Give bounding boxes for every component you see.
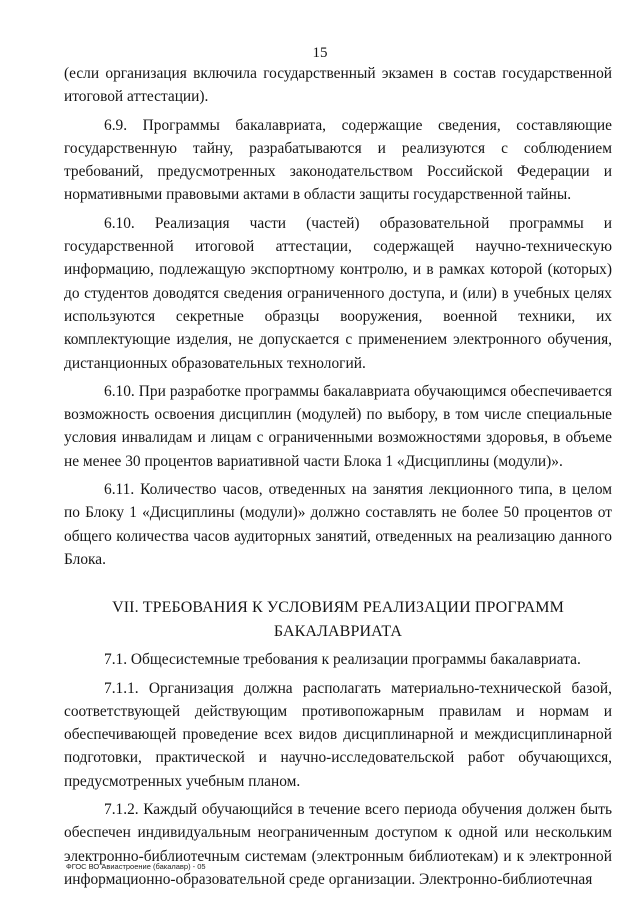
paragraph-6-11: 6.11. Количество часов, отведенных на занятия лекционного типа, в целом по Блоку 1 «Дисциплины (модули)» должно составлять не более 50 процентов от общего количества часов аудиторных занятий, отведенных на реализацию данного Блока. xyxy=(64,481,612,568)
page-number: 15 xyxy=(312,45,328,61)
paragraph-continuation: (если организация включила государственный экзамен в состав государственной итоговой аттестации). xyxy=(64,65,612,106)
page-footer: ФГОС ВО Авиастроение (бакалавр) - 05 xyxy=(66,862,206,871)
paragraph-6-9: 6.9. Программы бакалавриата, содержащие сведения, составляющие государственную тайну, разрабатываются и реализуются с соблюдением требований, предусмотренных законодательством Российской Федерации и нормативными правовыми актами в области защиты государственной тайны. xyxy=(64,116,612,204)
section-heading-line-1: VII. ТРЕБОВАНИЯ К УСЛОВИЯМ РЕАЛИЗАЦИИ ПРОГРАММ xyxy=(112,599,564,617)
paragraph-7-1-2: 7.1.2. Каждый обучающийся в течение всего периода обучения должен быть обеспечен индивидуальным неограниченным доступом к одной или нескольким электронно-библиотечным системам (электронным библиотекам) и к электронной информационно-образовательной среде организации. Электронно-библиотечная xyxy=(64,801,612,888)
paragraph-7-1: 7.1. Общесистемные требования к реализации программы бакалавриата. xyxy=(104,651,581,669)
section-heading-line-2: БАКАЛАВРИАТА xyxy=(273,623,403,641)
paragraph-7-1-1: 7.1.1. Организация должна располагать материально-технической базой, соответствующей действующим противопожарным правилам и нормам и обеспечивающей проведение всех видов дисциплинарной и междисциплинарной подготовки, практической и научно-исследовательской работ обучающихся, предусмотренных учебным планом. xyxy=(64,679,612,790)
section-heading xyxy=(64,596,612,644)
paragraph-6-10-restrictions: 6.10. Реализация части (частей) образовательной программы и государственной итоговой аттестации, содержащей научно-техническую информацию, подлежащую экспортному контролю, и в рамках которой (которых) до студентов доводятся сведения ограниченного доступа, и (или) в учебных целях используются секретные образцы вооружения, военной техники, их комплектующие изделия, не допускается с применением электронного обучения, дистанционных образовательных технологий. xyxy=(64,214,612,372)
paragraph-6-10-elective: 6.10. При разработке программы бакалавриата обучающимся обеспечивается возможность освоения дисциплин (модулей) по выбору, в том числе специальные условия инвалидам и лицам с ограниченными возможностями здоровья, в объеме не менее 30 процентов вариативной части Блока 1 «Дисциплины (модули)». xyxy=(64,382,612,470)
page-body xyxy=(64,62,612,896)
